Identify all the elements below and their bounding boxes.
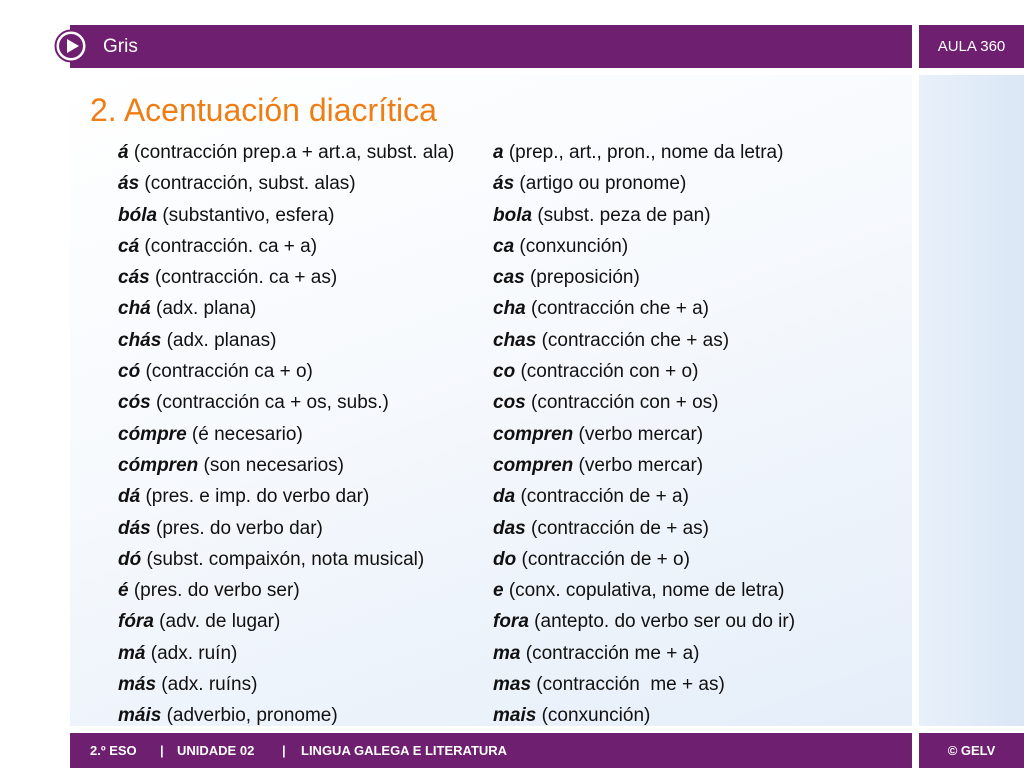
list-item [493,327,795,358]
list-item [118,421,454,452]
word: dó [118,548,142,570]
word: có [118,361,141,383]
word: chas [493,329,537,351]
word-description: (adx. plana) [150,298,257,320]
word: compren [493,454,574,476]
word: cómpren [118,454,199,476]
list-item [493,202,795,233]
word-description: (contracción con + o) [515,361,699,383]
section-label: Gris [103,36,138,57]
word-description: (subst. peza de pan) [532,204,711,226]
word-description: (contracción de + o) [516,548,690,570]
list-item [493,702,795,733]
list-item [493,389,795,420]
word-description: (prep., art., pron., nome da letra) [503,142,784,163]
word-description: (pres. e imp. do verbo dar) [140,486,370,508]
word: bola [493,204,533,226]
word: más [118,674,157,696]
word-description: (é necesario) [186,423,303,445]
word-description: (adx. ruíns) [156,674,258,696]
footer-subject: LINGUA GALEGA E LITERATURA [301,743,508,758]
list-item [493,358,795,389]
list-item [493,483,795,514]
word-description: (contracción me + a) [520,642,700,664]
word: fora [493,611,529,633]
top-bar [70,25,912,68]
list-item [118,233,454,264]
word-description: (subst. compaixón, nota musical) [141,548,425,570]
word: fóra [118,611,154,633]
word: dás [118,517,151,539]
list-item [118,327,454,358]
word: da [493,486,516,508]
footer-grade: 2.º ESO [90,743,137,758]
list-item [493,546,795,577]
word-description: (contracción de + a) [515,486,689,508]
list-item [118,295,454,326]
list-item [118,577,454,608]
list-item [493,608,795,639]
list-item [118,264,454,295]
word: cha [493,298,526,320]
list-item [493,640,795,671]
word-description: (verbo mercar) [573,454,704,476]
word-description: (contracción prep.a + art.a, subst. ala) [128,142,455,163]
word-description: (contracción che + as) [536,329,730,351]
word-description: (contracción. ca + as) [149,267,338,289]
list-item [493,421,795,452]
word-description: (verbo mercar) [573,423,704,445]
word-description: (son necesarios) [198,454,344,476]
brand-label: AULA 360 [919,25,1024,68]
word: chá [118,298,151,320]
list-item [493,671,795,702]
word: mas [493,674,532,696]
word-description: (substantivo, esfera) [157,204,335,226]
word-description: (contracción. ca + a) [139,235,318,257]
word-description: (adverbio, pronome) [161,705,338,727]
list-item [493,264,795,295]
list-item [118,483,454,514]
list-item [118,202,454,233]
footer-bar [70,733,912,768]
right-word-list [493,139,795,734]
list-item [493,295,795,326]
list-item [118,170,454,201]
word-description: (pres. do verbo ser) [128,580,300,602]
list-item [118,515,454,546]
word: e [493,580,504,602]
word: a [493,142,504,163]
list-item [493,233,795,264]
word: mais [493,705,537,727]
word: ma [493,642,521,664]
list-item [118,608,454,639]
word-description: (contracción me + as) [531,674,725,696]
word: compren [493,423,574,445]
list-item [493,577,795,608]
word: cá [118,235,140,257]
word: má [118,642,146,664]
word: á [118,142,129,163]
footer-separator: | [282,743,286,758]
word-description: (conxunción) [536,705,651,727]
word: cas [493,267,525,289]
list-item [493,515,795,546]
word-description: (antepto. do verbo ser ou do ir) [528,611,796,633]
word: cómpre [118,423,187,445]
list-item [118,389,454,420]
right-sidebar [919,75,1024,726]
word-description: (conx. copulativa, nome de letra) [503,580,785,602]
word-description: (adv. de lugar) [153,611,281,633]
word: co [493,361,516,383]
list-item [118,546,454,577]
word-description: (contracción ca + os, subs.) [150,392,389,414]
word-description: (contracción de + as) [525,517,709,539]
footer-separator: | [160,743,164,758]
word: ás [493,173,515,195]
list-item [493,452,795,483]
list-item [118,139,454,170]
word: bóla [118,204,158,226]
list-item [493,170,795,201]
list-item [493,139,795,170]
word-description: (artigo ou pronome) [514,173,687,195]
word-description: (pres. do verbo dar) [150,517,323,539]
list-item [118,358,454,389]
word-description: (conxunción) [514,235,629,257]
footer-unit: UNIDADE 02 [177,743,255,758]
word: máis [118,705,162,727]
word: das [493,517,526,539]
word-description: (contracción, subst. alas) [139,173,356,195]
word-description: (contracción che + a) [525,298,709,320]
word: cos [493,392,526,414]
word: ca [493,235,515,257]
page-title: 2. Acentuación diacrítica [90,92,437,128]
word-description: (contracción con + os) [525,392,719,414]
word: ás [118,173,140,195]
word-description: (contracción ca + o) [140,361,313,383]
word: é [118,580,129,602]
word: do [493,548,517,570]
list-item [118,452,454,483]
list-item [118,671,454,702]
word: chás [118,329,162,351]
word: cás [118,267,150,289]
left-word-list [118,139,454,734]
list-item [118,702,454,733]
word: cós [118,392,151,414]
word-description: (preposición) [524,267,640,289]
footer-copyright: © GELV [919,733,1024,768]
play-circle-icon[interactable] [54,29,88,63]
list-item [118,640,454,671]
word-description: (adx. planas) [161,329,277,351]
word-description: (adx. ruín) [145,642,238,664]
word: dá [118,486,141,508]
